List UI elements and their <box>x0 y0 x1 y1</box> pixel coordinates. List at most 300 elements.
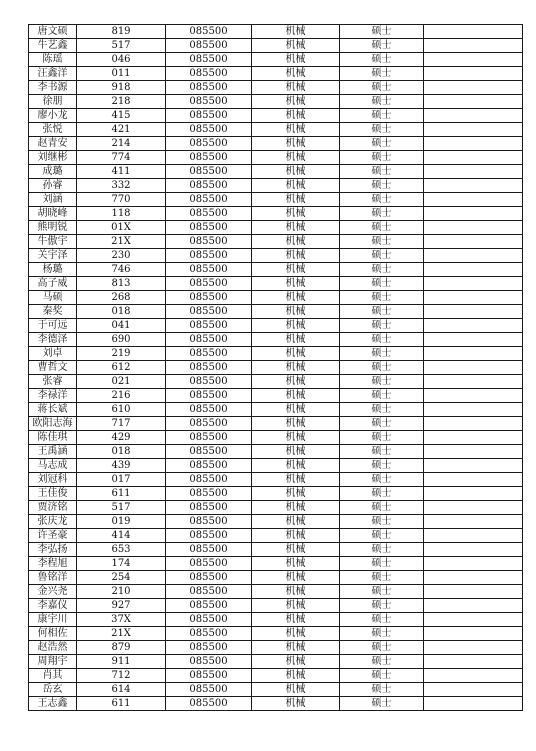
degree-cell: 硕士 <box>340 585 424 599</box>
major-cell: 机械 <box>252 53 340 67</box>
major-cell: 机械 <box>252 207 340 221</box>
empty-cell <box>424 403 523 417</box>
table-row <box>29 53 523 67</box>
student-name-cell: 王志鑫 <box>29 697 77 711</box>
major-cell: 机械 <box>252 557 340 571</box>
program-code-cell: 085500 <box>166 431 252 445</box>
major-cell: 机械 <box>252 109 340 123</box>
empty-cell <box>424 529 523 543</box>
program-code-cell: 085500 <box>166 53 252 67</box>
id-suffix-cell: 415 <box>77 109 166 123</box>
student-name-cell: 陈佳琪 <box>29 431 77 445</box>
major-cell: 机械 <box>252 67 340 81</box>
major-cell: 机械 <box>252 389 340 403</box>
degree-cell: 硕士 <box>340 67 424 81</box>
program-code-cell: 085500 <box>166 305 252 319</box>
major-cell: 机械 <box>252 473 340 487</box>
major-cell: 机械 <box>252 487 340 501</box>
major-cell: 机械 <box>252 95 340 109</box>
table-row <box>29 249 523 263</box>
id-suffix-cell: 612 <box>77 361 166 375</box>
id-suffix-cell: 614 <box>77 683 166 697</box>
degree-cell: 硕士 <box>340 655 424 669</box>
program-code-cell: 085500 <box>166 39 252 53</box>
degree-cell: 硕士 <box>340 431 424 445</box>
degree-cell: 硕士 <box>340 151 424 165</box>
table-row <box>29 221 523 235</box>
degree-cell: 硕士 <box>340 333 424 347</box>
id-suffix-cell: 421 <box>77 123 166 137</box>
degree-cell: 硕士 <box>340 123 424 137</box>
degree-cell: 硕士 <box>340 627 424 641</box>
id-suffix-cell: 018 <box>77 305 166 319</box>
table-row <box>29 291 523 305</box>
student-name-cell: 关宇泽 <box>29 249 77 263</box>
table-row <box>29 641 523 655</box>
program-code-cell: 085500 <box>166 67 252 81</box>
major-cell: 机械 <box>252 613 340 627</box>
program-code-cell: 085500 <box>166 403 252 417</box>
empty-cell <box>424 697 523 711</box>
table-row <box>29 361 523 375</box>
student-name-cell: 李书源 <box>29 81 77 95</box>
empty-cell <box>424 417 523 431</box>
empty-cell <box>424 193 523 207</box>
degree-cell: 硕士 <box>340 249 424 263</box>
degree-cell: 硕士 <box>340 501 424 515</box>
degree-cell: 硕士 <box>340 445 424 459</box>
empty-cell <box>424 501 523 515</box>
empty-cell <box>424 557 523 571</box>
table-row <box>29 123 523 137</box>
program-code-cell: 085500 <box>166 487 252 501</box>
student-name-cell: 张睿 <box>29 375 77 389</box>
id-suffix-cell: 332 <box>77 179 166 193</box>
degree-cell: 硕士 <box>340 25 424 39</box>
degree-cell: 硕士 <box>340 487 424 501</box>
program-code-cell: 085500 <box>166 669 252 683</box>
degree-cell: 硕士 <box>340 137 424 151</box>
table-row <box>29 207 523 221</box>
degree-cell: 硕士 <box>340 347 424 361</box>
major-cell: 机械 <box>252 599 340 613</box>
degree-cell: 硕士 <box>340 683 424 697</box>
major-cell: 机械 <box>252 165 340 179</box>
empty-cell <box>424 53 523 67</box>
empty-cell <box>424 249 523 263</box>
major-cell: 机械 <box>252 221 340 235</box>
table-row <box>29 613 523 627</box>
table-row <box>29 95 523 109</box>
degree-cell: 硕士 <box>340 697 424 711</box>
id-suffix-cell: 414 <box>77 529 166 543</box>
id-suffix-cell: 610 <box>77 403 166 417</box>
empty-cell <box>424 669 523 683</box>
major-cell: 机械 <box>252 585 340 599</box>
id-suffix-cell: 214 <box>77 137 166 151</box>
id-suffix-cell: 210 <box>77 585 166 599</box>
id-suffix-cell: 927 <box>77 599 166 613</box>
student-name-cell: 康宇川 <box>29 613 77 627</box>
table-row <box>29 417 523 431</box>
empty-cell <box>424 571 523 585</box>
id-suffix-cell: 717 <box>77 417 166 431</box>
degree-cell: 硕士 <box>340 95 424 109</box>
program-code-cell: 085500 <box>166 207 252 221</box>
student-name-cell: 肖其 <box>29 669 77 683</box>
major-cell: 机械 <box>252 179 340 193</box>
student-name-cell: 张悦 <box>29 123 77 137</box>
degree-cell: 硕士 <box>340 263 424 277</box>
id-suffix-cell: 118 <box>77 207 166 221</box>
major-cell: 机械 <box>252 697 340 711</box>
program-code-cell: 085500 <box>166 333 252 347</box>
empty-cell <box>424 263 523 277</box>
table-row <box>29 333 523 347</box>
major-cell: 机械 <box>252 529 340 543</box>
empty-cell <box>424 613 523 627</box>
table-row <box>29 67 523 81</box>
program-code-cell: 085500 <box>166 459 252 473</box>
major-cell: 机械 <box>252 151 340 165</box>
empty-cell <box>424 165 523 179</box>
id-suffix-cell: 429 <box>77 431 166 445</box>
table-row <box>29 571 523 585</box>
program-code-cell: 085500 <box>166 263 252 277</box>
table-row <box>29 445 523 459</box>
empty-cell <box>424 487 523 501</box>
major-cell: 机械 <box>252 627 340 641</box>
student-name-cell: 陈瑶 <box>29 53 77 67</box>
id-suffix-cell: 411 <box>77 165 166 179</box>
student-name-cell: 曹哲文 <box>29 361 77 375</box>
degree-cell: 硕士 <box>340 193 424 207</box>
program-code-cell: 085500 <box>166 627 252 641</box>
degree-cell: 硕士 <box>340 571 424 585</box>
program-code-cell: 085500 <box>166 109 252 123</box>
id-suffix-cell: 218 <box>77 95 166 109</box>
empty-cell <box>424 81 523 95</box>
student-name-cell: 高子威 <box>29 277 77 291</box>
empty-cell <box>424 151 523 165</box>
program-code-cell: 085500 <box>166 529 252 543</box>
degree-cell: 硕士 <box>340 291 424 305</box>
id-suffix-cell: 690 <box>77 333 166 347</box>
student-name-cell: 周翔宇 <box>29 655 77 669</box>
major-cell: 机械 <box>252 669 340 683</box>
major-cell: 机械 <box>252 515 340 529</box>
table-row <box>29 557 523 571</box>
student-name-cell: 岳玄 <box>29 683 77 697</box>
student-name-cell: 刘涵 <box>29 193 77 207</box>
empty-cell <box>424 305 523 319</box>
major-cell: 机械 <box>252 137 340 151</box>
program-code-cell: 085500 <box>166 543 252 557</box>
empty-cell <box>424 585 523 599</box>
student-name-cell: 李程旭 <box>29 557 77 571</box>
program-code-cell: 085500 <box>166 347 252 361</box>
program-code-cell: 085500 <box>166 165 252 179</box>
id-suffix-cell: 911 <box>77 655 166 669</box>
table-body <box>29 25 523 711</box>
id-suffix-cell: 774 <box>77 151 166 165</box>
program-code-cell: 085500 <box>166 291 252 305</box>
table-row <box>29 543 523 557</box>
student-name-cell: 杨璐 <box>29 263 77 277</box>
degree-cell: 硕士 <box>340 81 424 95</box>
id-suffix-cell: 746 <box>77 263 166 277</box>
major-cell: 机械 <box>252 249 340 263</box>
program-code-cell: 085500 <box>166 445 252 459</box>
major-cell: 机械 <box>252 123 340 137</box>
student-name-cell: 张庆龙 <box>29 515 77 529</box>
major-cell: 机械 <box>252 347 340 361</box>
student-name-cell: 鲁铭洋 <box>29 571 77 585</box>
degree-cell: 硕士 <box>340 305 424 319</box>
empty-cell <box>424 459 523 473</box>
table-row <box>29 375 523 389</box>
id-suffix-cell: 439 <box>77 459 166 473</box>
major-cell: 机械 <box>252 193 340 207</box>
empty-cell <box>424 333 523 347</box>
empty-cell <box>424 375 523 389</box>
student-name-cell: 胡晓峰 <box>29 207 77 221</box>
major-cell: 机械 <box>252 417 340 431</box>
student-name-cell: 蒋长斌 <box>29 403 77 417</box>
empty-cell <box>424 221 523 235</box>
student-name-cell: 于可远 <box>29 319 77 333</box>
empty-cell <box>424 207 523 221</box>
major-cell: 机械 <box>252 431 340 445</box>
program-code-cell: 085500 <box>166 417 252 431</box>
degree-cell: 硕士 <box>340 599 424 613</box>
id-suffix-cell: 254 <box>77 571 166 585</box>
table-row <box>29 165 523 179</box>
degree-cell: 硕士 <box>340 39 424 53</box>
id-suffix-cell: 517 <box>77 501 166 515</box>
id-suffix-cell: 712 <box>77 669 166 683</box>
id-suffix-cell: 21X <box>77 235 166 249</box>
table-row <box>29 193 523 207</box>
major-cell: 机械 <box>252 655 340 669</box>
empty-cell <box>424 123 523 137</box>
id-suffix-cell: 018 <box>77 445 166 459</box>
id-suffix-cell: 770 <box>77 193 166 207</box>
program-code-cell: 085500 <box>166 585 252 599</box>
student-name-cell: 马志成 <box>29 459 77 473</box>
empty-cell <box>424 473 523 487</box>
table-row <box>29 319 523 333</box>
table-row <box>29 487 523 501</box>
id-suffix-cell: 517 <box>77 39 166 53</box>
major-cell: 机械 <box>252 501 340 515</box>
table-row <box>29 151 523 165</box>
student-name-cell: 贾济铭 <box>29 501 77 515</box>
admission-list-table <box>28 24 523 711</box>
table-row <box>29 473 523 487</box>
degree-cell: 硕士 <box>340 389 424 403</box>
major-cell: 机械 <box>252 641 340 655</box>
degree-cell: 硕士 <box>340 179 424 193</box>
id-suffix-cell: 819 <box>77 25 166 39</box>
major-cell: 机械 <box>252 235 340 249</box>
program-code-cell: 085500 <box>166 599 252 613</box>
degree-cell: 硕士 <box>340 515 424 529</box>
id-suffix-cell: 230 <box>77 249 166 263</box>
program-code-cell: 085500 <box>166 193 252 207</box>
empty-cell <box>424 683 523 697</box>
program-code-cell: 085500 <box>166 697 252 711</box>
student-name-cell: 王禹涵 <box>29 445 77 459</box>
table-row <box>29 179 523 193</box>
student-name-cell: 牛傲宇 <box>29 235 77 249</box>
id-suffix-cell: 041 <box>77 319 166 333</box>
table-row <box>29 697 523 711</box>
degree-cell: 硕士 <box>340 165 424 179</box>
student-name-cell: 许圣豪 <box>29 529 77 543</box>
major-cell: 机械 <box>252 683 340 697</box>
major-cell: 机械 <box>252 263 340 277</box>
degree-cell: 硕士 <box>340 277 424 291</box>
program-code-cell: 085500 <box>166 319 252 333</box>
table-row <box>29 81 523 95</box>
table-row <box>29 585 523 599</box>
id-suffix-cell: 879 <box>77 641 166 655</box>
table-row <box>29 137 523 151</box>
student-name-cell: 刘冠科 <box>29 473 77 487</box>
empty-cell <box>424 291 523 305</box>
program-code-cell: 085500 <box>166 655 252 669</box>
program-code-cell: 085500 <box>166 123 252 137</box>
major-cell: 机械 <box>252 543 340 557</box>
empty-cell <box>424 39 523 53</box>
major-cell: 机械 <box>252 277 340 291</box>
empty-cell <box>424 25 523 39</box>
major-cell: 机械 <box>252 375 340 389</box>
table-row <box>29 431 523 445</box>
id-suffix-cell: 011 <box>77 67 166 81</box>
degree-cell: 硕士 <box>340 403 424 417</box>
student-name-cell: 李德泽 <box>29 333 77 347</box>
program-code-cell: 085500 <box>166 641 252 655</box>
table-row <box>29 627 523 641</box>
program-code-cell: 085500 <box>166 683 252 697</box>
student-name-cell: 廖小龙 <box>29 109 77 123</box>
empty-cell <box>424 515 523 529</box>
major-cell: 机械 <box>252 445 340 459</box>
program-code-cell: 085500 <box>166 473 252 487</box>
id-suffix-cell: 017 <box>77 473 166 487</box>
table-row <box>29 683 523 697</box>
student-name-cell: 牛艺鑫 <box>29 39 77 53</box>
major-cell: 机械 <box>252 291 340 305</box>
id-suffix-cell: 021 <box>77 375 166 389</box>
id-suffix-cell: 37X <box>77 613 166 627</box>
empty-cell <box>424 361 523 375</box>
student-name-cell: 刘继彬 <box>29 151 77 165</box>
student-name-cell: 徐朋 <box>29 95 77 109</box>
major-cell: 机械 <box>252 81 340 95</box>
empty-cell <box>424 445 523 459</box>
empty-cell <box>424 655 523 669</box>
student-name-cell: 成璐 <box>29 165 77 179</box>
student-name-cell: 李弘扬 <box>29 543 77 557</box>
student-name-cell: 熊明锐 <box>29 221 77 235</box>
program-code-cell: 085500 <box>166 179 252 193</box>
empty-cell <box>424 431 523 445</box>
id-suffix-cell: 174 <box>77 557 166 571</box>
program-code-cell: 085500 <box>166 81 252 95</box>
table-row <box>29 235 523 249</box>
program-code-cell: 085500 <box>166 221 252 235</box>
student-name-cell: 王佳俊 <box>29 487 77 501</box>
student-name-cell: 赵浩然 <box>29 641 77 655</box>
program-code-cell: 085500 <box>166 515 252 529</box>
degree-cell: 硕士 <box>340 641 424 655</box>
major-cell: 机械 <box>252 459 340 473</box>
id-suffix-cell: 216 <box>77 389 166 403</box>
table-row <box>29 305 523 319</box>
table-row <box>29 599 523 613</box>
table-row <box>29 403 523 417</box>
empty-cell <box>424 179 523 193</box>
program-code-cell: 085500 <box>166 613 252 627</box>
table-row <box>29 389 523 403</box>
degree-cell: 硕士 <box>340 53 424 67</box>
major-cell: 机械 <box>252 25 340 39</box>
degree-cell: 硕士 <box>340 207 424 221</box>
student-name-cell: 金兴尧 <box>29 585 77 599</box>
program-code-cell: 085500 <box>166 557 252 571</box>
empty-cell <box>424 137 523 151</box>
id-suffix-cell: 21X <box>77 627 166 641</box>
major-cell: 机械 <box>252 361 340 375</box>
table-row <box>29 529 523 543</box>
empty-cell <box>424 347 523 361</box>
student-name-cell: 李嘉仪 <box>29 599 77 613</box>
degree-cell: 硕士 <box>340 613 424 627</box>
degree-cell: 硕士 <box>340 375 424 389</box>
student-name-cell: 唐文硕 <box>29 25 77 39</box>
major-cell: 机械 <box>252 319 340 333</box>
empty-cell <box>424 109 523 123</box>
major-cell: 机械 <box>252 333 340 347</box>
table-row <box>29 109 523 123</box>
degree-cell: 硕士 <box>340 361 424 375</box>
table-row <box>29 277 523 291</box>
degree-cell: 硕士 <box>340 417 424 431</box>
program-code-cell: 085500 <box>166 501 252 515</box>
program-code-cell: 085500 <box>166 277 252 291</box>
id-suffix-cell: 268 <box>77 291 166 305</box>
student-name-cell: 赵青安 <box>29 137 77 151</box>
student-name-cell: 马硕 <box>29 291 77 305</box>
table-row <box>29 263 523 277</box>
major-cell: 机械 <box>252 305 340 319</box>
program-code-cell: 085500 <box>166 235 252 249</box>
empty-cell <box>424 67 523 81</box>
major-cell: 机械 <box>252 571 340 585</box>
program-code-cell: 085500 <box>166 151 252 165</box>
empty-cell <box>424 95 523 109</box>
degree-cell: 硕士 <box>340 319 424 333</box>
id-suffix-cell: 01X <box>77 221 166 235</box>
student-name-cell: 刘卓 <box>29 347 77 361</box>
program-code-cell: 085500 <box>166 95 252 109</box>
id-suffix-cell: 813 <box>77 277 166 291</box>
program-code-cell: 085500 <box>166 137 252 151</box>
program-code-cell: 085500 <box>166 389 252 403</box>
